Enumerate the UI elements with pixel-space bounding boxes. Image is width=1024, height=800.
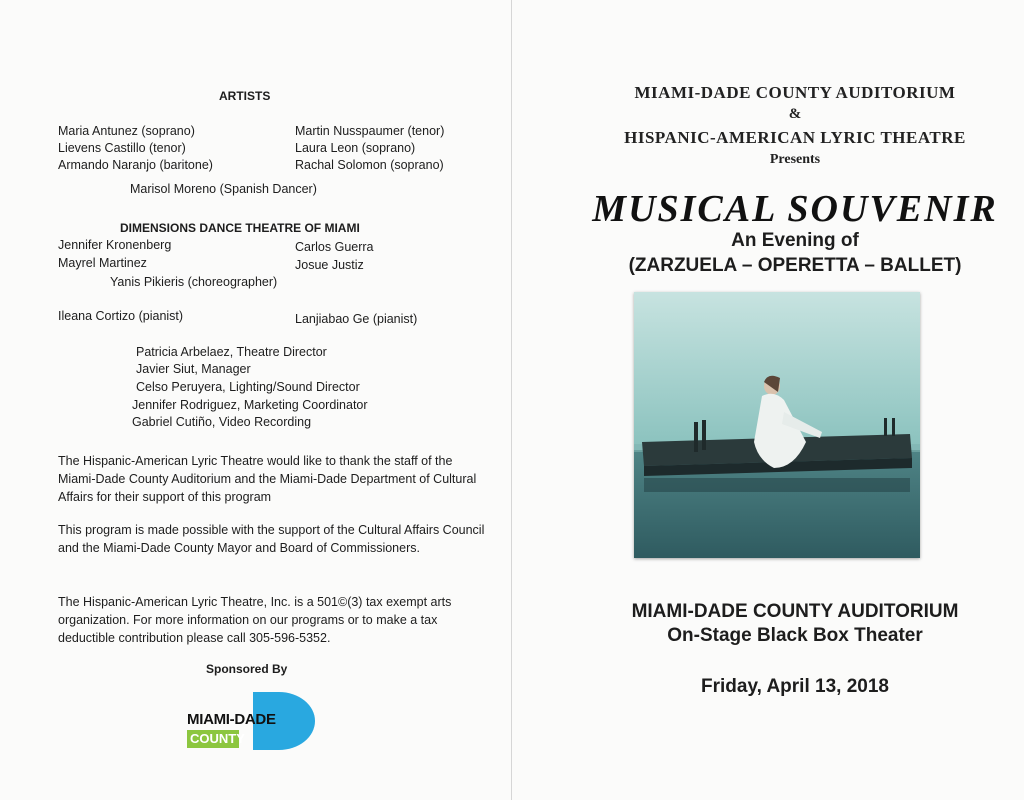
artist-4: Martin Nusspaumer (tenor)	[295, 124, 445, 138]
artist-1: Maria Antunez (soprano)	[58, 124, 195, 138]
location-line-2: On-Stage Black Box Theater	[667, 625, 923, 646]
cover-photo	[634, 292, 920, 558]
pianist-2: Lanjiabao Ge (pianist)	[295, 312, 418, 326]
choreographer: Yanis Pikieris (choreographer)	[110, 275, 278, 289]
sponsored-by: Sponsored By	[206, 662, 288, 676]
subtitle-line-1: An Evening of	[731, 230, 859, 251]
event-date: Friday, April 13, 2018	[701, 676, 889, 697]
staff-1: Patricia Arbelaez, Theatre Director	[136, 345, 327, 359]
subtitle-line-2: (ZARZUELA – OPERETTA – BALLET)	[628, 255, 962, 276]
spanish-dancer: Marisol Moreno (Spanish Dancer)	[130, 182, 317, 196]
location-line-1: MIAMI-DADE COUNTY AUDITORIUM	[631, 601, 959, 622]
thanks-paragraph: The Hispanic-American Lyric Theatre would like to thank the staff of the Miami-Dade County Auditorium and the Miami-Dade Department of Cultural Affairs for their support of this program	[58, 454, 477, 504]
staff-5: Gabriel Cutiño, Video Recording	[132, 415, 312, 429]
dancer-1: Jennifer Kronenberg	[58, 238, 172, 252]
presents: Presents	[769, 152, 821, 167]
staff-3: Celso Peruyera, Lighting/Sound Director	[136, 380, 360, 394]
artists-heading: ARTISTS	[219, 89, 271, 103]
tax-paragraph: The Hispanic-American Lyric Theatre, Inc. is a 501©(3) tax exempt arts organization. For more information on our programs or to make a tax deductible contribution please call 305-596-5352.	[58, 595, 452, 645]
ampersand: &	[788, 106, 802, 122]
dancer-3: Carlos Guerra	[295, 240, 374, 254]
pianist-1: Ileana Cortizo (pianist)	[58, 309, 184, 323]
venue-line-2: HISPANIC-AMERICAN LYRIC THEATRE	[624, 128, 966, 147]
page-fold	[511, 0, 512, 800]
artist-6: Rachal Solomon (soprano)	[295, 158, 444, 172]
staff-2: Javier Siut, Manager	[136, 362, 251, 376]
dancer-2: Mayrel Martinez	[58, 256, 147, 270]
event-title: MUSICAL SOUVENIR	[592, 188, 998, 230]
support-paragraph: This program is made possible with the support of the Cultural Affairs Council and the Miami-Dade County Mayor and Board of Commissioners.	[58, 523, 485, 555]
logo-text-bottom: COUNTY	[190, 731, 245, 746]
dancer-4: Josue Justiz	[295, 258, 364, 272]
cover-photo-art	[634, 292, 920, 558]
venue-line-1: MIAMI-DADE COUNTY AUDITORIUM	[634, 83, 956, 102]
artist-3: Armando Naranjo (baritone)	[58, 158, 213, 172]
staff-4: Jennifer Rodriguez, Marketing Coordinator	[132, 398, 368, 412]
dance-heading: DIMENSIONS DANCE THEATRE OF MIAMI	[120, 221, 360, 235]
miami-dade-logo	[187, 692, 315, 750]
logo-text-top: MIAMI-DADE	[187, 711, 276, 728]
artist-2: Lievens Castillo (tenor)	[58, 141, 186, 155]
artist-5: Laura Leon (soprano)	[295, 141, 416, 155]
